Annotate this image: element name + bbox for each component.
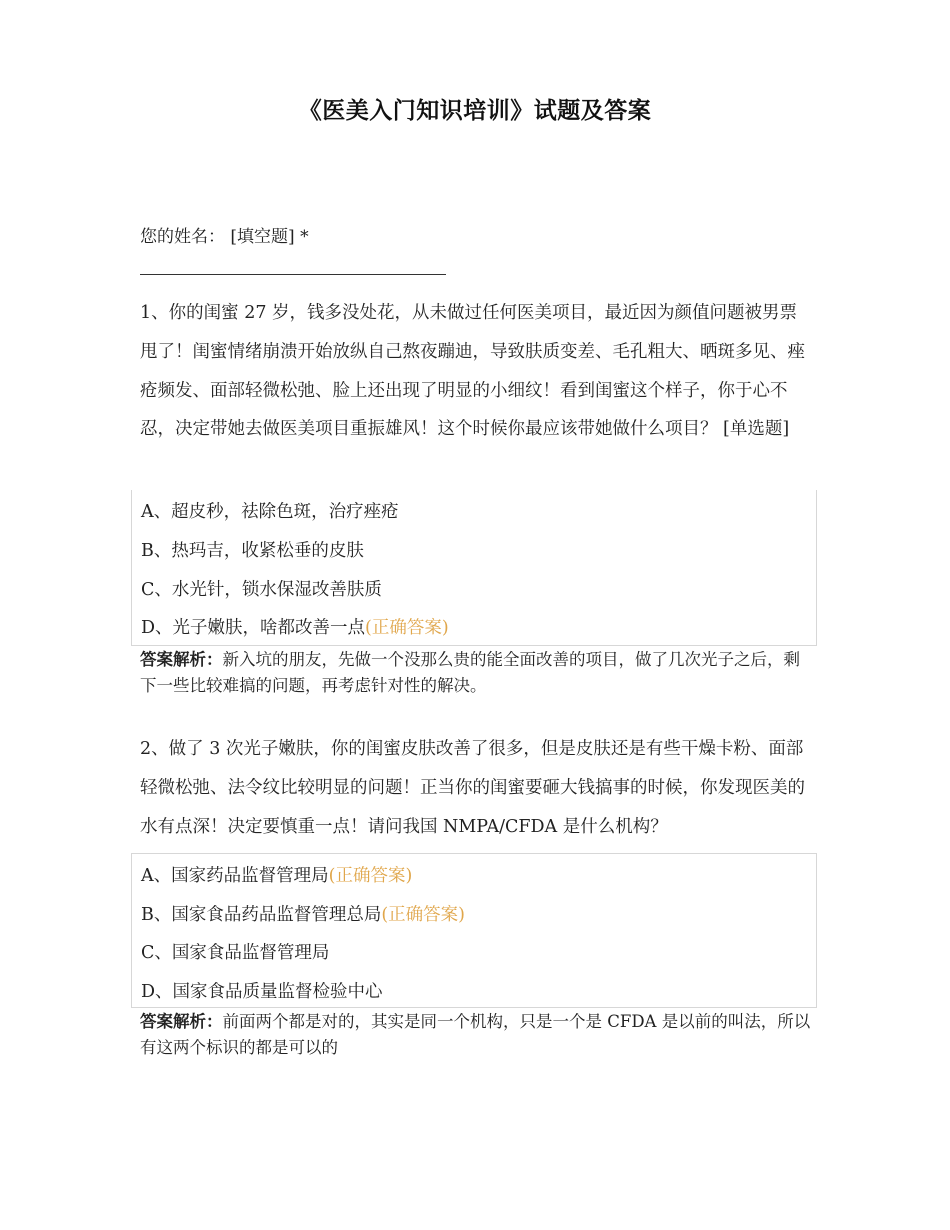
correct-answer-mark: (正确答案) — [365, 618, 449, 638]
question-2-option-d — [141, 978, 383, 1003]
question-1-options — [131, 490, 817, 646]
question-2-analysis — [140, 1009, 812, 1061]
question-2-option-b — [141, 901, 465, 926]
option-text: A、国家药品监督管理局 — [141, 866, 329, 886]
name-question-label: 您的姓名： [填空题] * — [140, 227, 309, 247]
option-text: D、国家食品质量监督检验中心 — [141, 982, 383, 1002]
option-text: B、热玛吉，收紧松垂的皮肤 — [141, 541, 364, 561]
question-1-option-a — [141, 498, 399, 523]
question-2-option-c — [141, 939, 329, 964]
correct-answer-mark: (正确答案) — [328, 866, 413, 886]
analysis-label: 答案解析： — [140, 1012, 223, 1031]
question-1-text: 1、你的闺蜜 27 岁，钱多没处花，从未做过任何医美项目，最近因为颜值问题被男票甩了！闺蜜情绪崩溃开始放纵自己熬夜蹦迪，导致肤质变差、毛孔粗大、晒斑多见、痤疮频发、面部轻微松弛、脸上还出现了明显的小细纹！看到闺蜜这个样子，你于心不忍，决定带她去做医美项目重振雄风！这个时候你最应该带她做什么项目？ [单选题] — [140, 303, 805, 440]
question-1-option-b — [141, 537, 364, 562]
option-text: B、国家食品药品监督管理总局 — [141, 905, 382, 925]
name-answer-line — [140, 274, 446, 275]
analysis-text: 前面两个都是对的，其实是同一个机构，只是一个是 CFDA 是以前的叫法，所以有这两个标识的都是可以的 — [140, 1012, 811, 1057]
option-text: D、光子嫩肤，啥都改善一点 — [141, 618, 366, 638]
option-text: A、超皮秒，祛除色斑，治疗痤疮 — [141, 502, 399, 522]
option-text: C、国家食品监督管理局 — [141, 943, 330, 963]
option-text: C、水光针，锁水保湿改善肤质 — [141, 580, 382, 600]
question-1-option-d — [141, 614, 449, 639]
question-2-options — [131, 853, 817, 1008]
question-1-option-c — [141, 576, 382, 601]
correct-answer-mark: (正确答案) — [381, 905, 466, 925]
page-title: 《医美入门知识培训》试题及答案 — [298, 98, 652, 124]
question-1-analysis — [140, 647, 812, 699]
analysis-label: 答案解析： — [140, 650, 223, 669]
analysis-text: 新入坑的朋友，先做一个没那么贵的能全面改善的项目，做了几次光子之后，剩下一些比较难搞的问题，再考虑针对性的解决。 — [140, 650, 800, 695]
question-2-option-a — [141, 862, 412, 887]
question-2-text: 2、做了 3 次光子嫩肤，你的闺蜜皮肤改善了很多，但是皮肤还是有些干燥卡粉、面部轻微松弛、法令纹比较明显的问题！正当你的闺蜜要砸大钱搞事的时候，你发现医美的水有点深！决定要慎重一点！请问我国 NMPA/CFDA 是什么机构？ — [140, 739, 805, 837]
